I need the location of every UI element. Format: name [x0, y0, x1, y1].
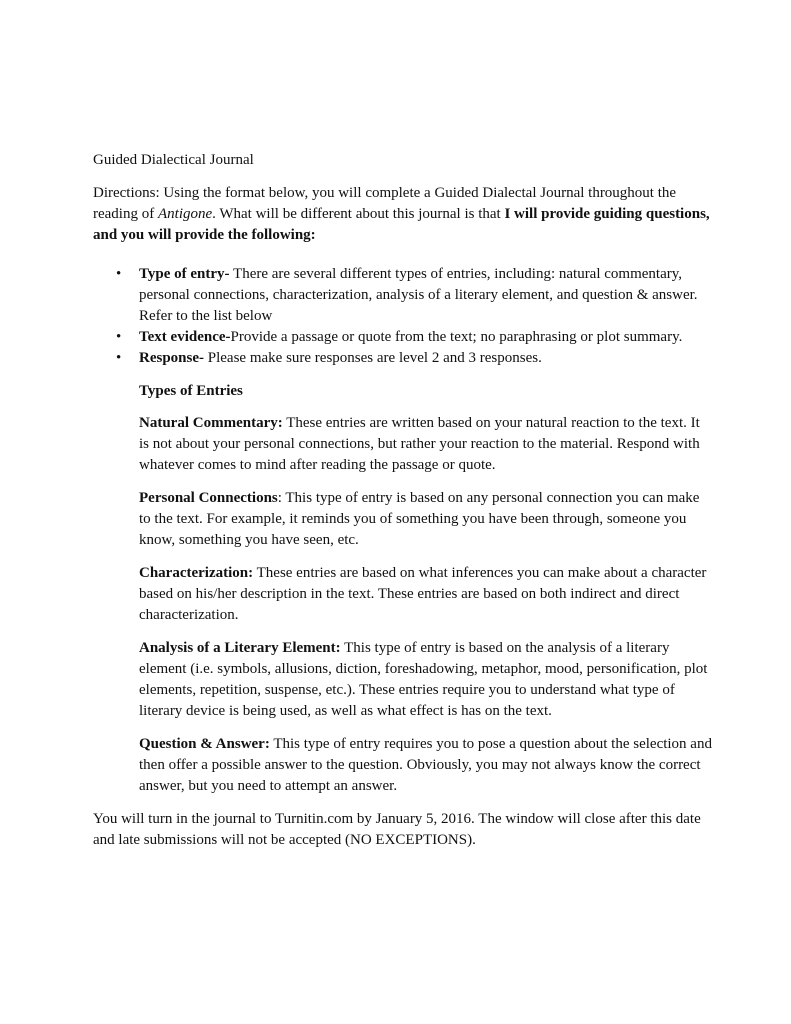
- entry-types-heading: Types of Entries: [139, 383, 243, 399]
- entry-literary-element: [139, 638, 713, 722]
- document-title: Guided Dialectical Journal: [93, 152, 254, 168]
- bullet-term: Response-: [139, 350, 205, 366]
- bullet-icon: •: [116, 350, 122, 366]
- document-page: [93, 150, 713, 851]
- entry-natural-commentary: [139, 413, 713, 476]
- entry-term: Characterization:: [139, 565, 254, 581]
- entry-text: This type of entry is based on the analysis of a literary element (i.e. symbols, allusions, diction, foreshadowing, metaphor, mood, personification, plot elements, repetition, suspense, etc.). These entries require you to understand what type of literary device is being used, as well as what effect is has on the text.: [139, 640, 708, 719]
- entry-personal-connections: [139, 488, 713, 551]
- list-item: [93, 348, 713, 369]
- entry-question-answer: [139, 734, 713, 797]
- entry-term: Analysis of a Literary Element:: [139, 640, 341, 656]
- bullet-term: Type of entry-: [139, 266, 230, 282]
- entry-text: : This type of entry is based on any personal connection you can make to the text. For example, it reminds you of something you have been through, someone you know, something you have seen, etc.: [139, 490, 700, 548]
- entry-term: Question & Answer:: [139, 736, 270, 752]
- entry-types-section: [93, 381, 713, 797]
- bullet-icon: •: [116, 266, 122, 282]
- entry-characterization: [139, 563, 713, 626]
- entry-term: Natural Commentary:: [139, 415, 283, 431]
- entry-text: This type of entry requires you to pose a question about the selection and then offer a possible answer to the question. Obviously, you may not always know the correct answer, but you need to attempt an answer.: [139, 736, 712, 794]
- directions-text: Directions: Using the format below, you will complete a Guided Dialectal Journal throughout the reading of: [93, 185, 677, 222]
- requirements-list: [93, 264, 713, 369]
- directions-text-continued: . What will be different about this journal is that: [212, 206, 505, 222]
- list-item: [93, 264, 713, 327]
- bullet-text: Provide a passage or quote from the text; no paraphrasing or plot summary.: [230, 329, 683, 345]
- bullet-text: There are several different types of entries, including: natural commentary, personal connections, characterization, analysis of a literary element, and question & answer. Refer to the list below: [139, 266, 698, 324]
- directions-bold-text: I will provide guiding questions, and you will provide the following:: [93, 206, 710, 243]
- entry-term: Personal Connections: [139, 490, 278, 506]
- closing-paragraph: You will turn in the journal to Turnitin.com by January 5, 2016. The window will close after this date and late submissions will not be accepted (NO EXCEPTIONS).: [93, 811, 701, 848]
- bullet-icon: •: [116, 329, 122, 345]
- list-item: [93, 327, 713, 348]
- entry-text: These entries are written based on your natural reaction to the text. It is not about your personal connections, but rather your reaction to the material. Respond with whatever comes to mind after reading the passage or quote.: [139, 415, 700, 473]
- bullet-term: Text evidence-: [139, 329, 231, 345]
- bullet-text: Please make sure responses are level 2 and 3 responses.: [204, 350, 542, 366]
- book-title: Antigone: [157, 206, 213, 222]
- entry-text: These entries are based on what inferences you can make about a character based on his/her description in the text. These entries are based on both indirect and direct characterization.: [139, 565, 707, 623]
- directions-paragraph: [93, 183, 713, 246]
